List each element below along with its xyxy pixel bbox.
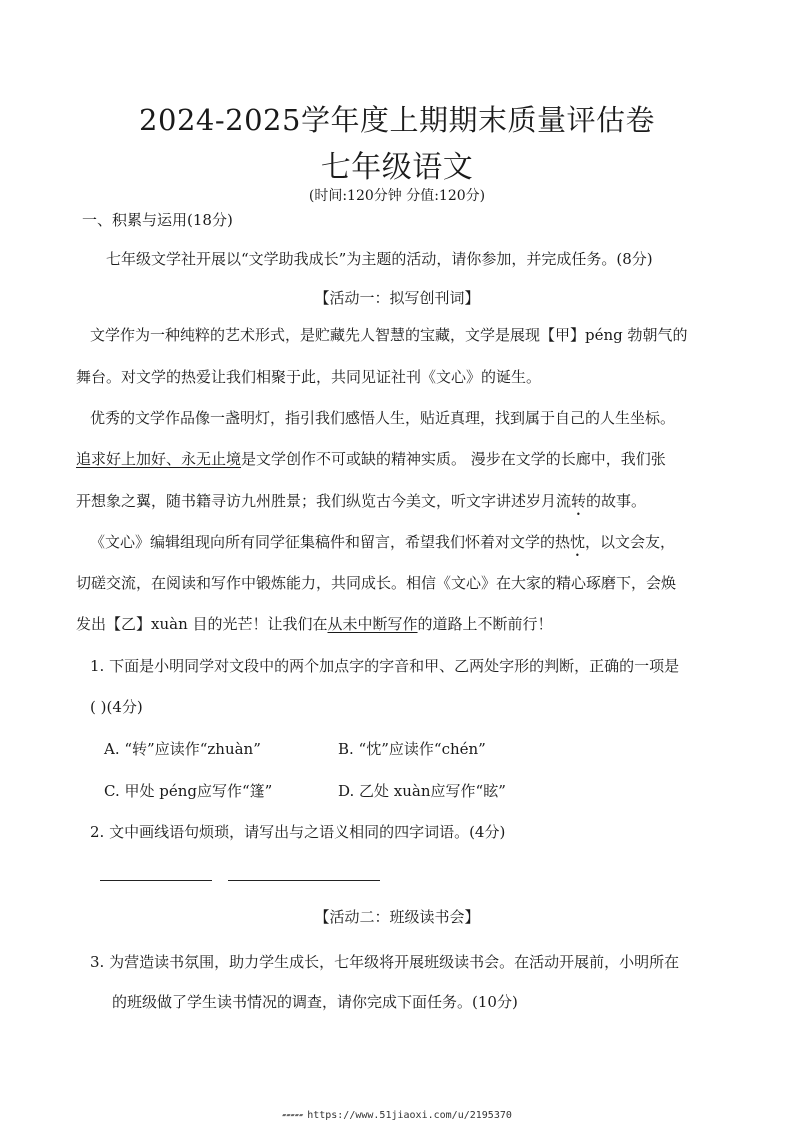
option-a: A. “转”应读作“zhuàn” xyxy=(104,740,261,758)
question-2-stem: 2. 文中画线语句烦琐，请写出与之语义相同的四字词语。(4分) xyxy=(90,823,506,841)
option-d: D. 乙处 xuàn应写作“眩” xyxy=(338,782,506,800)
option-b: B. “忱”应读作“chén” xyxy=(338,740,486,758)
answer-blank[interactable] xyxy=(228,880,380,881)
passage-text: 是文学创作不可或缺的精神实质。 漫步在文学的长廊中，我们张 xyxy=(241,450,666,468)
dotted-character: 忱 xyxy=(570,533,586,551)
passage-line xyxy=(76,452,666,467)
passage-line xyxy=(90,533,675,560)
dotted-character: 转 xyxy=(571,492,587,510)
section-intro: 七年级文学社开展以“文学助我成长”为主题的活动，请你参加，并完成任务。(8分) xyxy=(106,250,653,268)
footer-watermark xyxy=(0,1110,794,1121)
passage-text: ，以文会友， xyxy=(585,533,676,551)
activity2-title: 【活动二：班级读书会】 xyxy=(314,908,480,926)
passage-text: 开想象之翼，随书籍寻访九州胜景；我们纵览古今美文，听文字讲述岁月流 xyxy=(76,492,572,510)
question-3-stem: 3. 为营造读书氛围，助力学生成长，七年级将开展班级读书会。在活动开展前，小明所在 xyxy=(90,953,680,971)
exam-info: (时间:120分钟 分值:120分) xyxy=(308,188,486,204)
passage-text: 的故事。 xyxy=(586,492,647,510)
section-heading: 一、积累与运用(18分) xyxy=(82,211,233,229)
watermark-logo-icon: ▰▰▰▰▰ xyxy=(282,1111,304,1119)
option-c: C. 甲处 péng应写作“篷” xyxy=(104,782,273,800)
question-3-stem-line2: 的班级做了学生读书情况的调查，请你完成下面任务。(10分) xyxy=(112,993,518,1011)
passage-line: 切磋交流，在阅读和写作中锻炼能力，共同成长。相信《文心》在大家的精心琢磨下，会焕 xyxy=(76,574,677,592)
passage-text: 发出【乙】xuàn 目的光芒！让我们在 xyxy=(76,615,328,633)
passage-line: 文学作为一种纯粹的艺术形式，是贮藏先人智慧的宝藏，文学是展现【甲】péng 勃朝气的 xyxy=(90,326,688,344)
answer-blank[interactable] xyxy=(100,880,212,881)
passage-line: 舞台。对文学的热爱让我们相聚于此，共同见证社刊《文心》的诞生。 xyxy=(76,368,542,386)
underlined-phrase: 从未中断写作 xyxy=(327,615,418,633)
passage-line xyxy=(76,492,646,519)
question-1-stem: 1. 下面是小明同学对文段中的两个加点字的字音和甲、乙两处字形的判断，正确的一项是 xyxy=(90,657,680,675)
exam-subject-title: 七年级语文 xyxy=(320,150,474,185)
passage-text: 《文心》编辑组现向所有同学征集稿件和留言，希望我们怀着对文学的热 xyxy=(90,533,571,551)
activity1-title: 【活动一：拟写创刊词】 xyxy=(314,289,480,307)
underlined-phrase: 追求好上加好、永无止境 xyxy=(76,450,242,468)
passage-line: 优秀的文学作品像一盏明灯，指引我们感悟人生，贴近真理，找到属于自己的人生坐标。 xyxy=(90,409,676,427)
exam-title: 2024-2025学年度上期期末质量评估卷 xyxy=(139,103,655,137)
passage-text: 的道路上不断前行！ xyxy=(417,615,553,633)
question-1-answer-bracket: ( )(4分) xyxy=(90,698,143,716)
footer-url: https://www.51jiaoxi.com/u/2195370 xyxy=(307,1110,512,1121)
passage-line xyxy=(76,617,553,632)
